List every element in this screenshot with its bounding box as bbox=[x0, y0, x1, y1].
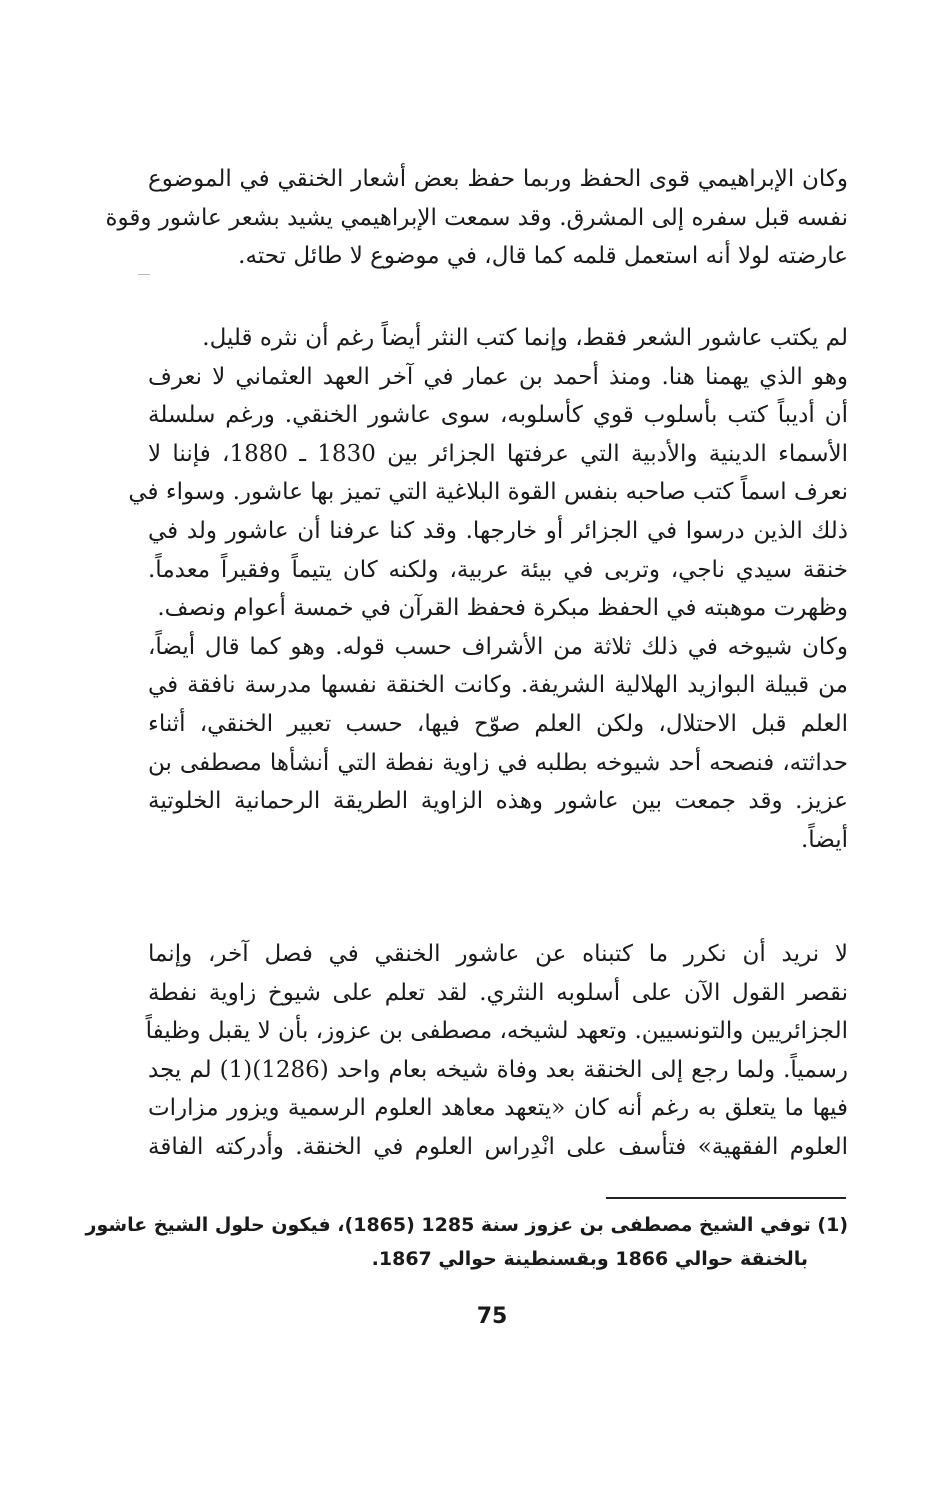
text-line: لا نريد أن نكرر ما كتبناه عن عاشور الخنقي في فصل آخر، وإنما bbox=[148, 941, 848, 967]
text-line: الأسماء الدينية والأدبية التي عرفتها الجزائر بين 1830 ـ 1880، فإننا لا bbox=[148, 440, 848, 467]
text-line: حداثته، فنصحه أحد شيوخه بطلبه في زاوية نفطة التي أنشأها مصطفى بن bbox=[148, 749, 848, 776]
text-line: خنقة سيدي ناجي، وتربى في بيئة عربية، ولكنه كان يتيماً وفقيراً معدماً. bbox=[148, 556, 848, 583]
text-line: العلوم الفقهية» فتأسف على انْدِراس العلوم في الخنقة. وأدركته الفاقة bbox=[148, 1133, 848, 1160]
text-line: ذلك الذين درسوا في الجزائر أو خارجها. وقد كنا عرفنا أن عاشور ولد في bbox=[148, 517, 848, 544]
text-line: أن أديباً كتب بأسلوب قوي كأسلوبه، سوى عاشور الخنقي. ورغم سلسلة bbox=[148, 402, 848, 429]
text-line: الجزائريين والتونسيين. وتعهد لشيخه، مصطفى بن عزوز، بأن لا يقبل وظيفاً bbox=[145, 1018, 848, 1045]
text-line: أيضاً. bbox=[800, 826, 848, 853]
text-line: من قبيلة البوازيد الهلالية الشريفة. وكانت الخنقة نفسها مدرسة نافقة في bbox=[148, 672, 848, 699]
text-line: فيها ما يتعلق به رغم أنه كان «يتعهد معاهد العلوم الرسمية ويزور مزارات bbox=[148, 1095, 848, 1122]
text-line: رسمياً. ولما رجع إلى الخنقة بعد وفاة شيخه بعام واحد (1286)(1) لم يجد bbox=[148, 1056, 848, 1083]
text-line: وكان الإبراهيمي قوى الحفظ وربما حفظ بعض أشعار الخنقي في الموضوع bbox=[148, 166, 848, 192]
paragraph-3 bbox=[145, 935, 848, 1167]
text-line: وهو الذي يهمنا هنا. ومنذ أحمد بن عمار في آخر العهد العثماني لا نعرف bbox=[148, 363, 848, 390]
page-number: 75 bbox=[476, 1304, 508, 1329]
text-line: عزيز. وقد جمعت بين عاشور وهذه الزاوية الطريقة الرحمانية الخلوتية bbox=[148, 788, 848, 815]
text-line: نعرف اسماً كتب صاحبه بنفس القوة البلاغية التي تميز بها عاشور. وسواء في bbox=[128, 479, 848, 506]
paragraph-1 bbox=[105, 160, 848, 276]
footnote-line: بالخنقة حوالي 1866 وبقسنطينة حوالي 1867. bbox=[371, 1248, 808, 1270]
text-line: نفسه قبل سفره إلى المشرق. وقد سمعت الإبراهيمي يشيد بشعر عاشور وقوة bbox=[105, 204, 848, 231]
footnote-separator bbox=[606, 1197, 846, 1199]
footnote bbox=[85, 1208, 848, 1276]
text-line: العلم قبل الاحتلال، ولكن العلم صوّح فيها، حسب تعبير الخنقي، أثناء bbox=[148, 710, 848, 737]
footnote-line: (1) توفي الشيخ مصطفى بن عزوز سنة 1285 (1865)، فيكون حلول الشيخ عاشور bbox=[85, 1214, 848, 1236]
text-line: وكان شيوخه في ذلك ثلاثة من الأشراف حسب قوله. وهو كما قال أيضاً، bbox=[148, 633, 848, 660]
paragraph-2 bbox=[128, 319, 848, 859]
text-line: نقصر القول الآن على أسلوبه النثري. لقد تعلم على شيوخ زاوية نفطة bbox=[148, 979, 848, 1006]
text-line: لم يكتب عاشور الشعر فقط، وإنما كتب النثر أيضاً رغم أن نثره قليل. bbox=[202, 325, 848, 351]
text-line: وظهرت موهبته في الحفظ مبكرة فحفظ القرآن في خمسة أعوام ونصف. bbox=[157, 595, 848, 622]
text-line: عارضته لولا أنه استعمل قلمه كما قال، في موضوع لا طائل تحته. bbox=[238, 243, 848, 270]
